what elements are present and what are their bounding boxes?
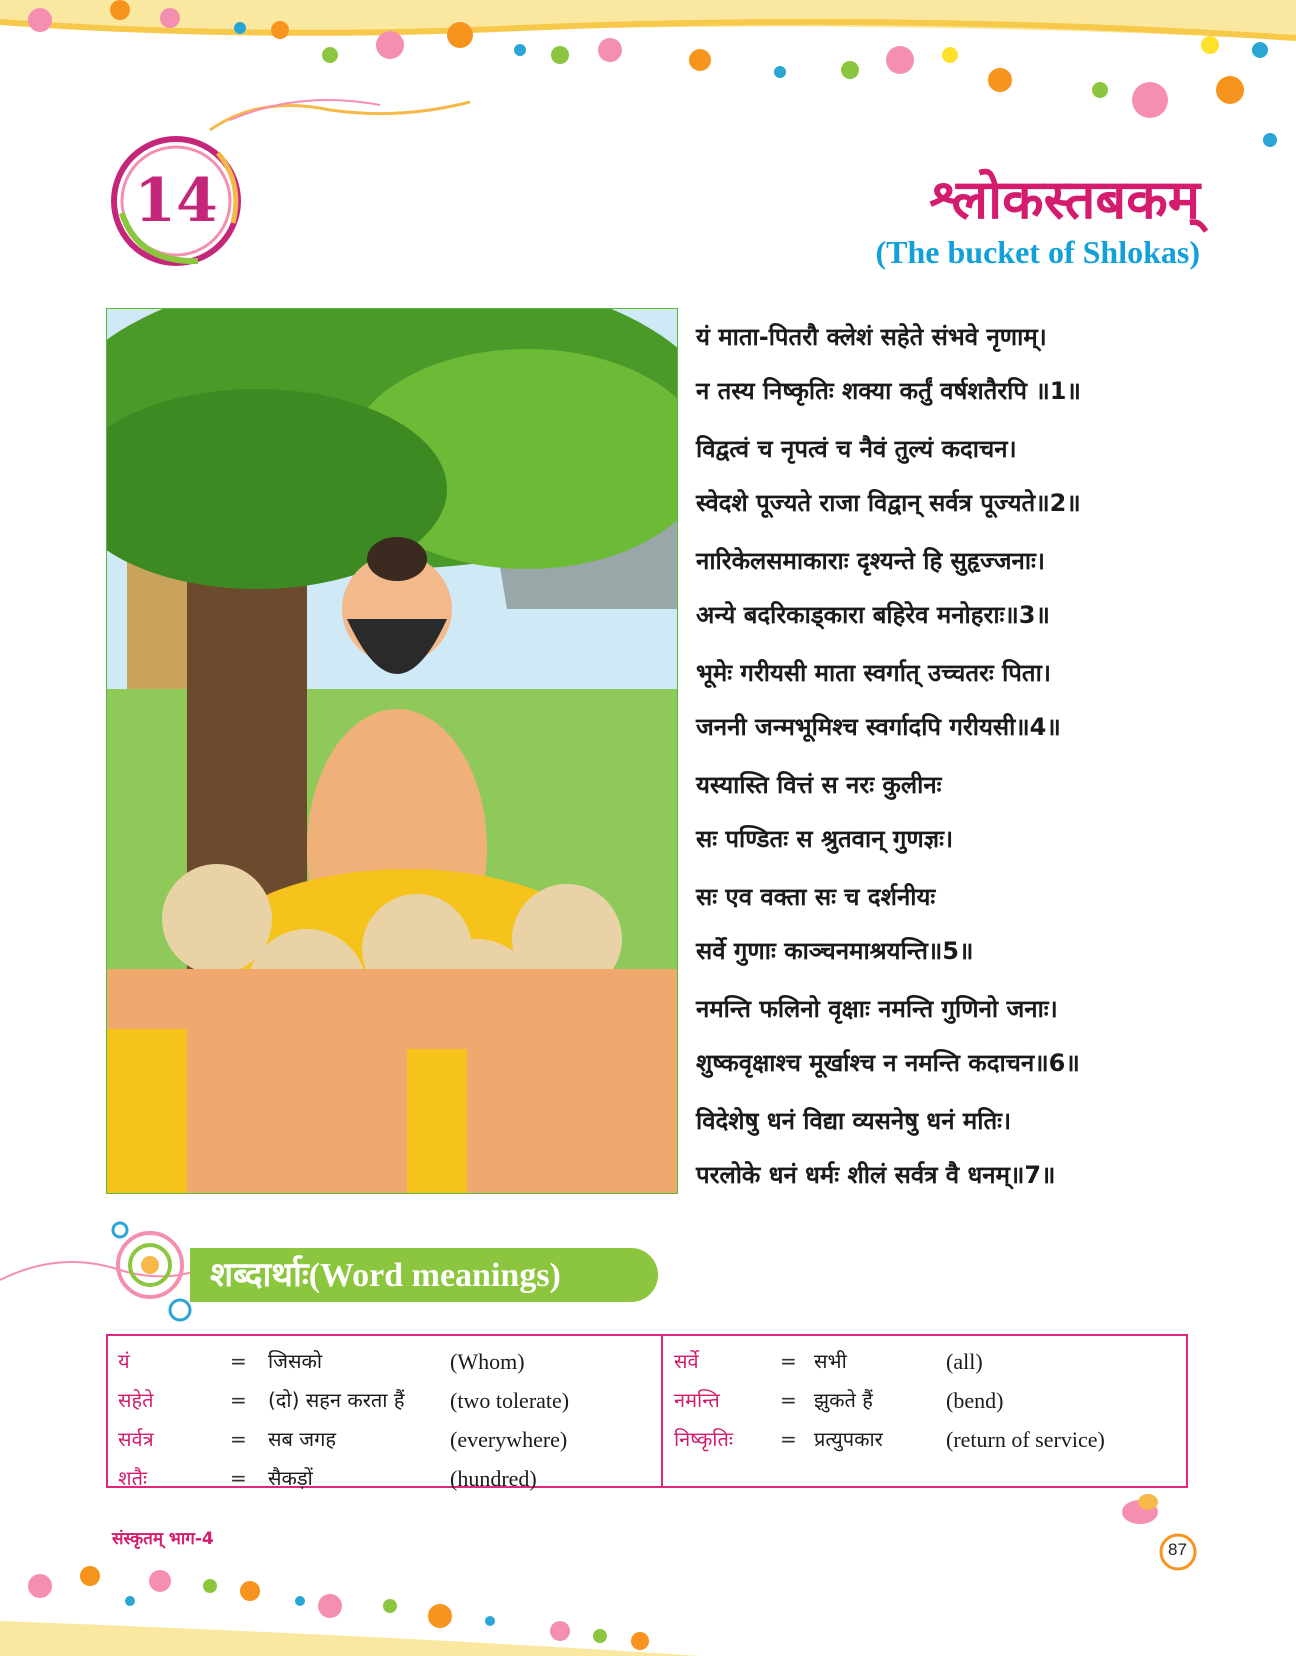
- chapter-title-hindi: श्लोकस्तबकम्: [929, 168, 1200, 231]
- shloka-line: सः पण्डितः स श्रुतवान् गुणज्ञः।: [696, 825, 954, 853]
- bottom-floral-border: [0, 1546, 1296, 1656]
- hindi-meaning: जिसको: [268, 1349, 323, 1373]
- chapter-badge: [108, 133, 244, 269]
- word-meanings-table: [106, 1334, 1188, 1491]
- hindi-meaning: प्रत्युपकार: [814, 1427, 883, 1451]
- shloka-line: जननी जन्मभूमिश्च स्वर्गादपि गरीयसी॥4॥: [696, 713, 1061, 741]
- page-number: 87: [1168, 1540, 1187, 1559]
- hindi-meaning: (दो) सहन करता हैं: [268, 1388, 405, 1412]
- shloka-line: न तस्य निष्कृतिः शक्या कर्तुं वर्षशतैरपि ॥1॥: [696, 377, 1081, 405]
- chapter-number: 14: [134, 166, 218, 236]
- english-meaning: (all): [946, 1349, 983, 1374]
- equals-sign: =: [780, 1388, 797, 1412]
- table-row: [118, 1342, 648, 1381]
- shloka-line: सः एव वक्ता सः च दर्शनीयः: [696, 883, 936, 911]
- hindi-meaning: सैकड़ों: [268, 1466, 313, 1490]
- chapter-title-english: (The bucket of Shlokas): [875, 234, 1200, 270]
- hindi-meaning: सभी: [814, 1349, 847, 1373]
- shloka-line: भूमेः गरीयसी माता स्वर्गात् उच्चतरः पिता।: [696, 659, 1051, 687]
- sanskrit-word: शतैः: [118, 1466, 148, 1490]
- table-row: [674, 1420, 1174, 1459]
- equals-sign: =: [780, 1427, 797, 1451]
- table-row: [674, 1342, 1174, 1381]
- equals-sign: =: [230, 1427, 247, 1451]
- sanskrit-word: यं: [118, 1349, 130, 1373]
- table-row: [674, 1381, 1174, 1420]
- equals-sign: =: [230, 1349, 247, 1373]
- shloka-line: विद्वत्वं च नृपत्वं च नैवं तुल्यं कदाचन।: [696, 435, 1017, 463]
- shloka-line: यं माता-पितरौ क्लेशं सहेते संभवे नृणाम्।: [696, 323, 1047, 351]
- english-meaning: (everywhere): [450, 1427, 568, 1452]
- sage-teaching-illustration: [106, 308, 678, 1194]
- table-row: [118, 1459, 648, 1498]
- equals-sign: =: [780, 1349, 797, 1373]
- shloka-line: सर्वे गुणाः काञ्चनमाश्रयन्ति॥5॥: [696, 937, 974, 965]
- english-meaning: (return of service): [946, 1427, 1105, 1452]
- hindi-meaning: सब जगह: [268, 1427, 337, 1451]
- shloka-line: अन्ये बदरिकाड्कारा बहिरेव मनोहराः॥3॥: [696, 601, 1050, 629]
- table-row: [118, 1420, 648, 1459]
- sanskrit-word: सर्वत्र: [118, 1427, 154, 1451]
- equals-sign: =: [230, 1388, 247, 1412]
- english-meaning: (Whom): [450, 1349, 525, 1374]
- english-meaning: (two tolerate): [450, 1388, 570, 1413]
- word-meanings-left-column: [118, 1342, 648, 1498]
- sanskrit-word: सहेते: [118, 1388, 154, 1412]
- sanskrit-word: सर्वे: [674, 1349, 699, 1373]
- shloka-line: यस्यास्ति वित्तं स नरः कुलीनः: [696, 771, 942, 799]
- word-meanings-heading: शब्दार्थाः(Word meanings): [210, 1257, 561, 1294]
- shloka-line: विदेशेषु धनं विद्या व्यसनेषु धनं मतिः।: [696, 1107, 1012, 1135]
- book-title-footer: संस्कृतम् भाग-4: [112, 1529, 214, 1549]
- shloka-line: शुष्कवृक्षाश्च मूर्खाश्च न नमन्ति कदाचन॥6॥: [696, 1049, 1080, 1077]
- sanskrit-word: निष्कृतिः: [674, 1427, 733, 1451]
- swirl-decoration-icon: [0, 1210, 220, 1330]
- shloka-line: नमन्ति फलिनो वृक्षाः नमन्ति गुणिनो जनाः।: [696, 995, 1058, 1023]
- word-meanings-right-column: [674, 1342, 1174, 1459]
- table-divider: [661, 1336, 663, 1486]
- equals-sign: =: [230, 1466, 247, 1490]
- shloka-line: स्वेदशे पूज्यते राजा विद्वान् सर्वत्र पूज्यते॥2॥: [696, 489, 1081, 517]
- shloka-line: नारिकेलसमाकाराः दृश्यन्ते हि सुहृज्जनाः।: [696, 547, 1045, 575]
- english-meaning: (hundred): [450, 1466, 537, 1491]
- sanskrit-word: नमन्ति: [674, 1388, 720, 1412]
- english-meaning: (bend): [946, 1388, 1004, 1413]
- hindi-meaning: झुकते हैं: [814, 1388, 873, 1412]
- shloka-text-block: [696, 310, 1276, 1202]
- table-row: [118, 1381, 648, 1420]
- shloka-line: परलोके धनं धर्मः शीलं सर्वत्र वै धनम्॥7॥: [696, 1161, 1056, 1189]
